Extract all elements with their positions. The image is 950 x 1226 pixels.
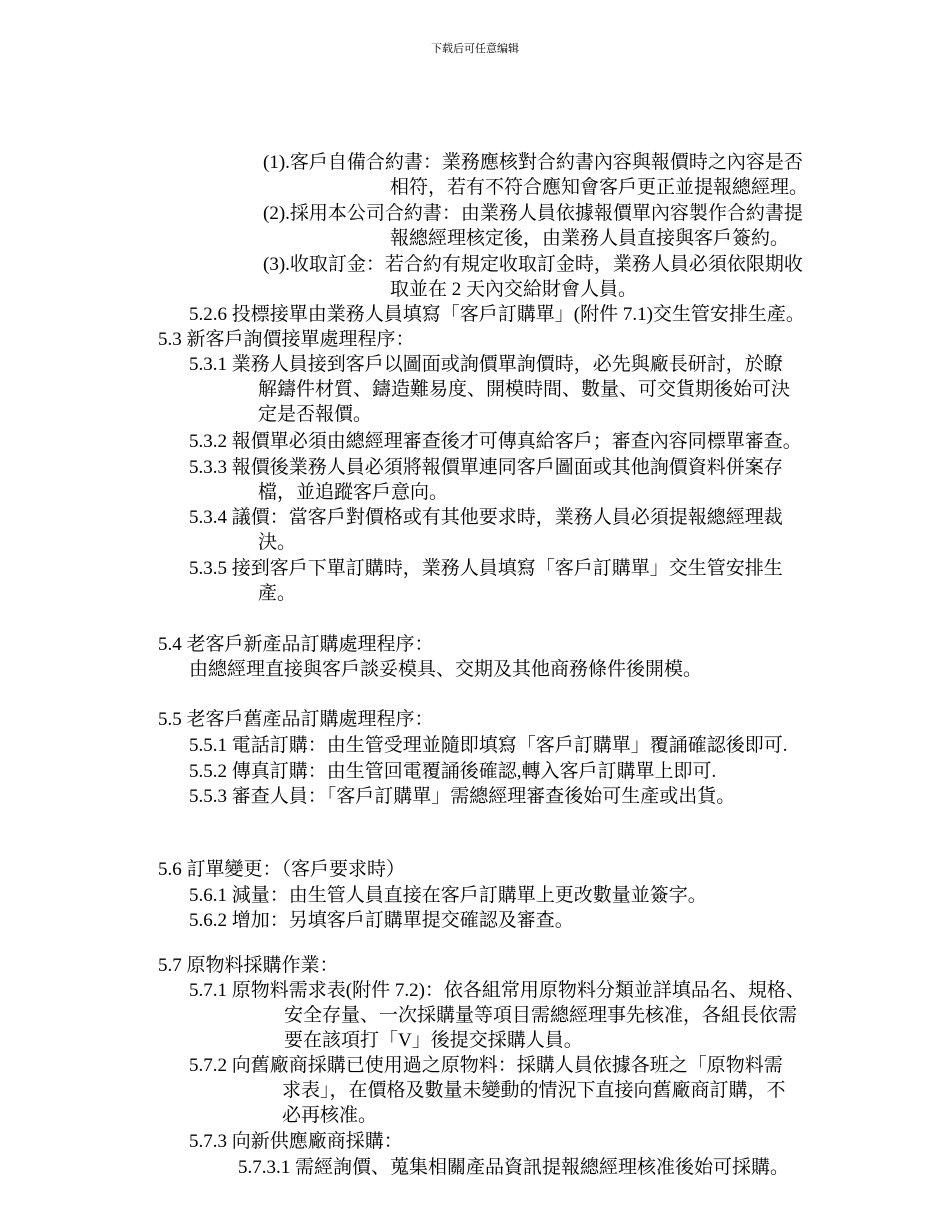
text-line: 解鑄件材質、鑄造難易度、開模時間、數量、可交貨期後始可決 bbox=[258, 379, 791, 400]
text-line: 要在該項打「V」後提交採購人員。 bbox=[284, 1030, 583, 1051]
text-line: 5.6.1 減量：由生管人員直接在客戶訂購單上更改數量並簽字。 bbox=[189, 885, 707, 906]
text-line: 5.5.3 審查人員：「客戶訂購單」需總經理審查後始可生產或出貨。 bbox=[189, 786, 736, 807]
text-line: 5.7.3 向新供應廠商採購： bbox=[189, 1131, 403, 1152]
text-line: 5.7.1 原物料需求表(附件 7.2)：依各組常用原物料分類並詳填品名、規格、 bbox=[189, 980, 805, 1001]
text-line: (2).採用本公司合約書：由業務人員依據報價單內容製作合約書提 bbox=[263, 203, 803, 224]
text-line: 安全存量、一次採購量等項目需總經理事先核准，各組長依需 bbox=[284, 1005, 798, 1026]
text-line: 5.3.2 報價單必須由總經理審查後才可傳真給客戶；審查內容同標單審查。 bbox=[189, 431, 802, 452]
text-line: 由總經理直接與客戶談妥模具、交期及其他商務條件後開模。 bbox=[189, 659, 703, 680]
text-line: (3).收取訂金：若合約有規定收取訂金時，業務人員必須依限期收 bbox=[263, 254, 803, 275]
text-line: 檔，並追蹤客戶意向。 bbox=[258, 482, 449, 503]
section-heading: 5.6 訂單變更：（客戶要求時） bbox=[158, 859, 406, 880]
text-line: 5.7.2 向舊廠商採購已使用過之原物料：採購人員依據各班之「原物料需 bbox=[189, 1055, 783, 1076]
text-line: 求表」，在價格及數量未變動的情況下直接向舊廠商訂購，不 bbox=[282, 1080, 786, 1101]
text-line: 5.3.4 議價：當客戶對價格或有其他要求時，業務人員必須提報總經理裁 bbox=[189, 507, 783, 528]
text-line: 取並在 2 天內交給財會人員。 bbox=[390, 279, 638, 300]
text-line: 產。 bbox=[258, 583, 297, 604]
text-line: 5.6.2 增加：另填客戶訂購單提交確認及審查。 bbox=[189, 910, 574, 931]
text-line: 必再核准。 bbox=[282, 1105, 378, 1126]
section-heading: 5.7 原物料採購作業： bbox=[158, 955, 339, 976]
text-line: 5.2.6 投標接單由業務人員填寫「客戶訂購單」(附件 7.1)交生管安排生產。 bbox=[189, 304, 805, 325]
text-line: 5.5.2 傳真訂購：由生管回電覆誦後確認,轉入客戶訂購單上即可. bbox=[189, 761, 717, 782]
text-line: 5.3.5 接到客戶下單訂購時，業務人員填寫「客戶訂購單」交生管安排生 bbox=[189, 558, 783, 579]
section-heading: 5.4 老客戶新產品訂購處理程序： bbox=[158, 634, 434, 655]
section-heading: 5.5 老客戶舊產品訂購處理程序： bbox=[158, 709, 434, 730]
text-line: 決。 bbox=[258, 532, 297, 553]
text-line: 相符，若有不符合應知會客戶更正並提報總經理。 bbox=[390, 177, 809, 198]
text-line: 5.3.3 報價後業務人員必須將報價單連同客戶圖面或其他詢價資料併案存 bbox=[189, 457, 783, 478]
text-line: 5.5.1 電話訂購：由生管受理並隨即填寫「客戶訂購單」覆誦確認後即可. bbox=[189, 735, 788, 756]
text-line: 5.3.1 業務人員接到客戶以圖面或詢價單詢價時，必先與廠長研討，於瞭 bbox=[189, 354, 783, 375]
text-line: 5.7.3.1 需經詢價、蒐集相關產品資訊提報總經理核准後始可採購。 bbox=[238, 1157, 790, 1178]
text-line: 報總經理核定後，由業務人員直接與客戶簽約。 bbox=[390, 228, 790, 249]
section-heading: 5.3 新客戶詢價接單處理程序： bbox=[158, 329, 415, 350]
text-line: (1).客戶自備合約書：業務應核對合約書內容與報價時之內容是否 bbox=[263, 152, 803, 173]
text-line: 定是否報價。 bbox=[258, 404, 373, 425]
page-header: 下载后可任意编辑 bbox=[431, 42, 519, 55]
